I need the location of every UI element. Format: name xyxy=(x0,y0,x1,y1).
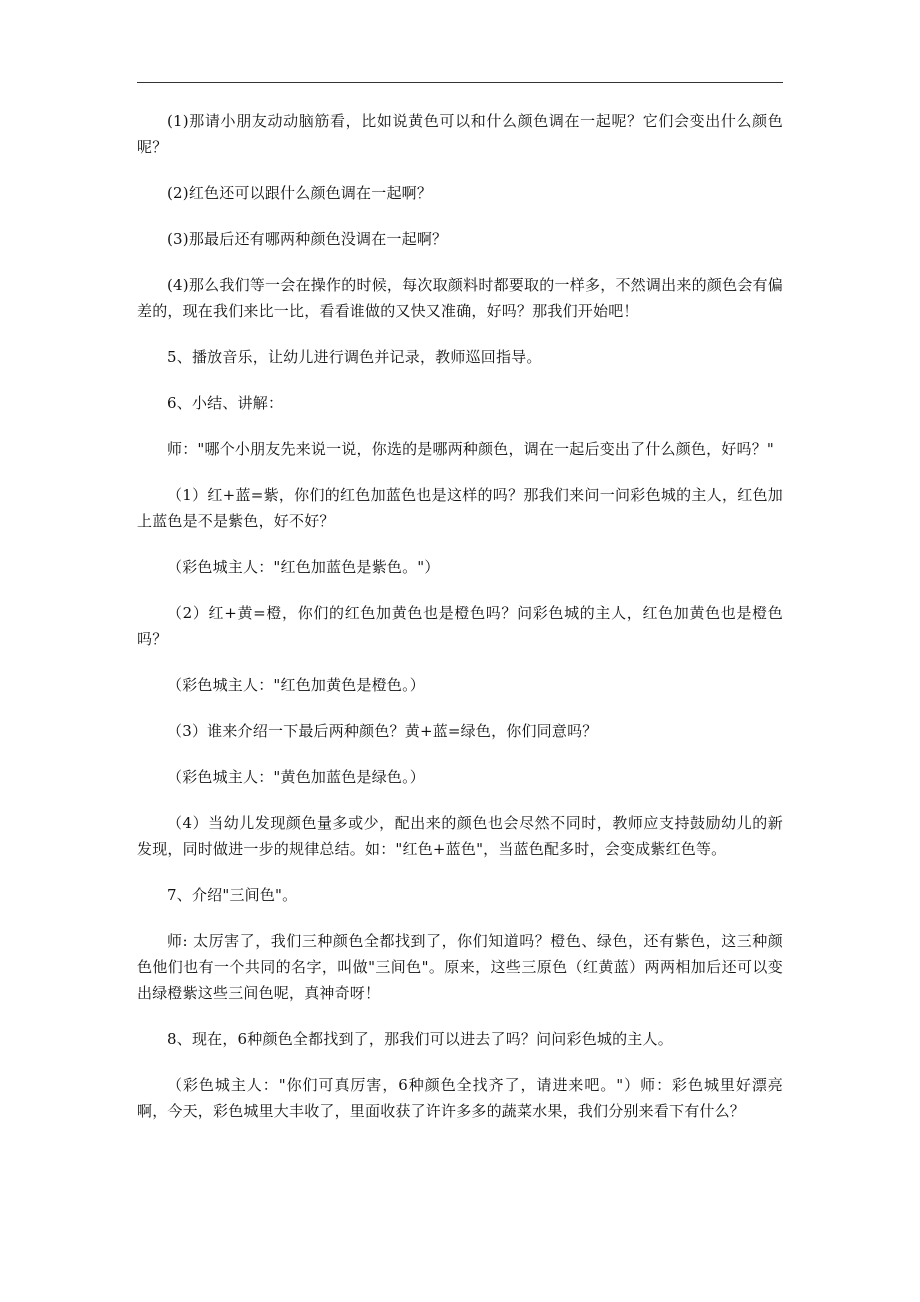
paragraph: 5、播放音乐，让幼儿进行调色并记录，教师巡回指导。 xyxy=(167,348,542,366)
paragraph: （彩色城主人："黄色加蓝色是绿色。） xyxy=(167,768,426,786)
paragraph: 师: 太厉害了，我们三种颜色全都找到了，你们知道吗？橙色、绿色，还有紫色，这三种颜色他们也有一个共同的名字，叫做"三间色"。原来，这些三原色（红黄蓝）两两相加后还可以变出绿橙紫这些三间色呢，真神奇呀！ xyxy=(137,932,783,1002)
paragraph: (4)那么我们等一会在操作的时候，每次取颜料时都要取的一样多，不然调出来的颜色会有偏差的，现在我们来比一比，看看谁做的又快又准确，好吗？那我们开始吧！ xyxy=(137,276,783,320)
paragraph: (1)那请小朋友动动脑筋看，比如说黄色可以和什么颜色调在一起呢？它们会变出什么颜色呢？ xyxy=(137,112,783,156)
paragraph: （2）红+黄=橙，你们的红色加黄色也是橙色吗？问彩色城的主人，红色加黄色也是橙色吗？ xyxy=(137,604,783,648)
paragraph: （彩色城主人："红色加蓝色是紫色。"） xyxy=(167,558,440,576)
paragraph: 8、现在，6种颜色全都找到了，那我们可以进去了吗？问问彩色城的主人。 xyxy=(167,1030,673,1048)
paragraph: 6、小结、讲解： xyxy=(167,394,284,412)
paragraph: 7、介绍"三间色"。 xyxy=(167,886,298,904)
header-rule xyxy=(137,82,783,83)
paragraph: （彩色城主人："你们可真厉害，6种颜色全找齐了，请进来吧。"）师：彩色城里好漂亮啊，今天，彩色城里大丰收了，里面收获了许许多多的蔬菜水果，我们分别来看下有什么？ xyxy=(137,1076,783,1120)
paragraph: （1）红+蓝=紫，你们的红色加蓝色也是这样的吗？那我们来问一问彩色城的主人，红色加上蓝色是不是紫色，好不好？ xyxy=(137,486,783,530)
paragraph: （4）当幼儿发现颜色量多或少，配出来的颜色也会尽然不同时，教师应支持鼓励幼儿的新发现，同时做进一步的规律总结。如："红色+蓝色"，当蓝色配多时，会变成紫红色等。 xyxy=(137,814,783,858)
paragraph: （彩色城主人："红色加黄色是橙色。） xyxy=(167,676,426,694)
paragraph: （3）谁来介绍一下最后两种颜色？黄+蓝=绿色，你们同意吗？ xyxy=(167,722,598,740)
paragraph: (2)红色还可以跟什么颜色调在一起啊？ xyxy=(167,184,433,202)
paragraph: 师："哪个小朋友先来说一说，你选的是哪两种颜色，调在一起后变出了什么颜色，好吗？" xyxy=(167,440,775,458)
document-body xyxy=(137,108,783,1124)
paragraph: (3)那最后还有哪两种颜色没调在一起啊？ xyxy=(167,230,448,248)
